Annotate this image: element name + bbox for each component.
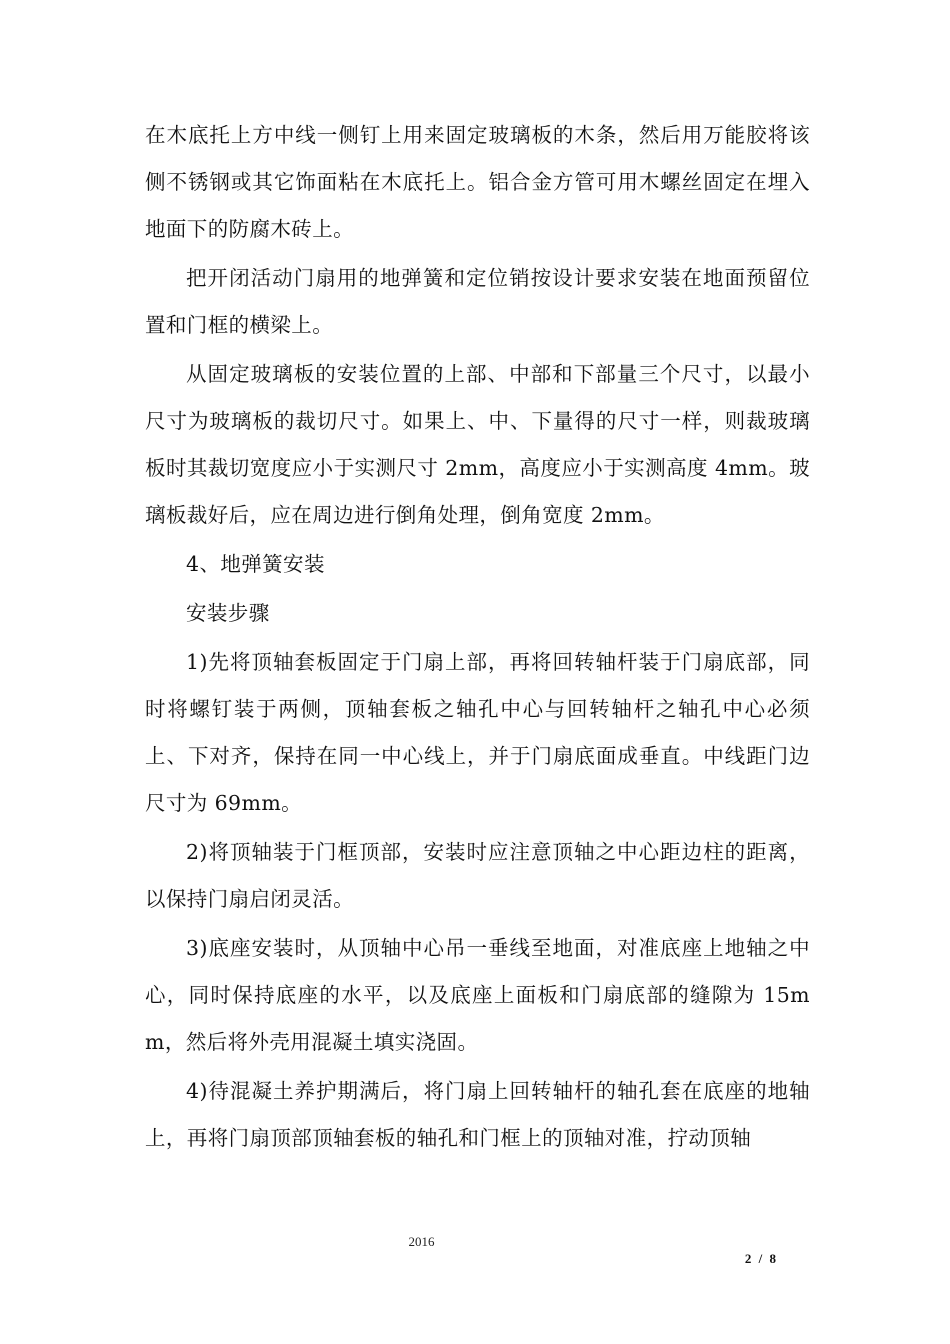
- section-heading: 4、地弹簧安装: [186, 552, 325, 576]
- page-number: 2 / 8: [744, 1251, 778, 1266]
- step-2: 2)将顶轴装于门框顶部，安装时应注意顶轴之中心距边柱的距离，以保持门扇启闭灵活。: [145, 840, 810, 911]
- footer-year: 2016: [408, 1234, 435, 1249]
- step-3: 3)底座安装时，从顶轴中心吊一垂线至地面，对准底座上地轴之中心，同时保持底座的水平，以及底座上面板和门扇底部的缝隙为 15mm，然后将外壳用混凝土填实浇固。: [145, 936, 810, 1054]
- document-body: [145, 112, 810, 1162]
- paragraph-2: 把开闭活动门扇用的地弹簧和定位销按设计要求安装在地面预留位置和门框的横梁上。: [145, 266, 810, 337]
- step-1: 1)先将顶轴套板固定于门扇上部，再将回转轴杆装于门扇底部，同时将螺钉装于两侧，顶轴套板之轴孔中心与回转轴杆之轴孔中心必须上、下对齐，保持在同一中心线上，并于门扇底面成垂直。中线距门边尺寸为 69mm。: [145, 650, 810, 815]
- paragraph-3: 从固定玻璃板的安装位置的上部、中部和下部量三个尺寸，以最小尺寸为玻璃板的裁切尺寸。如果上、中、下量得的尺寸一样，则裁玻璃板时其裁切宽度应小于实测尺寸 2mm，高度应小于实测高度 4mm。玻璃板裁好后，应在周边进行倒角处理，倒角宽度 2mm。: [145, 362, 810, 527]
- step-4: 4)待混凝土养护期满后，将门扇上回转轴杆的轴孔套在底座的地轴上，再将门扇顶部顶轴套板的轴孔和门框上的顶轴对准，拧动顶轴: [145, 1079, 810, 1150]
- subsection-heading: 安装步骤: [186, 601, 270, 625]
- paragraph-1: 在木底托上方中线一侧钉上用来固定玻璃板的木条，然后用万能胶将该侧不锈钢或其它饰面粘在木底托上。铝合金方管可用木螺丝固定在埋入地面下的防腐木砖上。: [145, 123, 810, 241]
